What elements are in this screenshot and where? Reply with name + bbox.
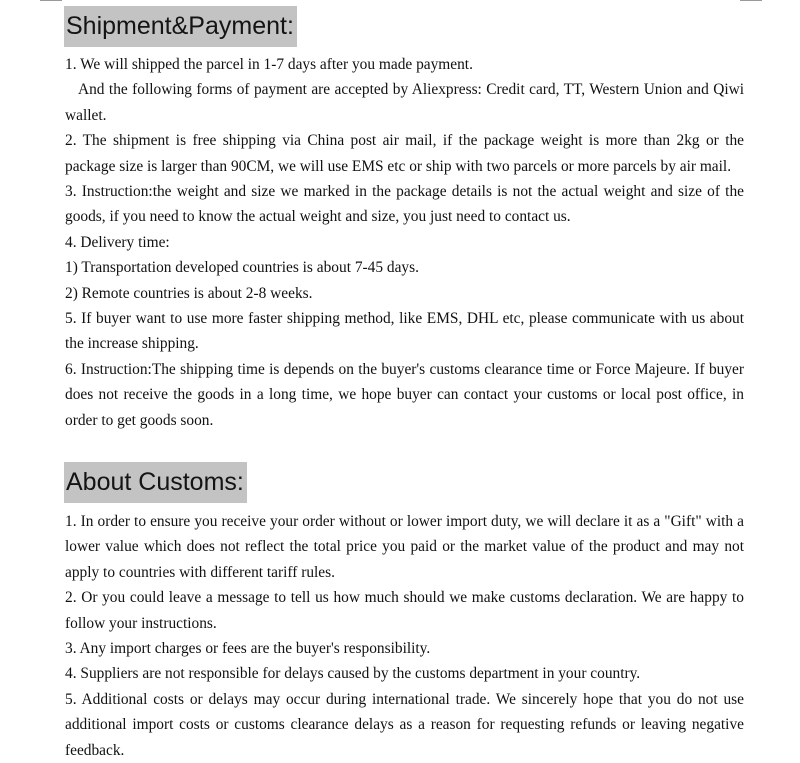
shipment-paragraph: 5. If buyer want to use more faster shipping method, like EMS, DHL etc, please communicate with us about the increase shipping.: [65, 310, 744, 353]
shipment-payment-heading: Shipment&Payment:: [64, 6, 297, 47]
shipment-payment-section: [65, 52, 744, 433]
shipment-paragraph: And the following forms of payment are accepted by Aliexpress: Credit card, TT, Western Union and Qiwi wallet.: [65, 81, 744, 124]
shipment-paragraph: 4. Delivery time:: [65, 233, 170, 251]
top-left-border-line: [40, 0, 62, 1]
about-customs-section: [65, 509, 744, 763]
customs-paragraph: 1. In order to ensure you receive your order without or lower import duty, we will declare it as a "Gift" with a lower value which does not reflect the total price you paid or the market value of the product and may not apply to countries with different tariff rules.: [65, 513, 744, 581]
top-right-border-line: [740, 0, 762, 1]
about-customs-heading: About Customs:: [64, 462, 247, 503]
customs-paragraph: 3. Any import charges or fees are the buyer's responsibility.: [65, 640, 431, 658]
customs-paragraph: 5. Additional costs or delays may occur during international trade. We sincerely hope that you do not use additional import costs or customs clearance delays as a reason for requesting refunds or leaving negative feedback.: [65, 690, 744, 759]
customs-paragraph: 4. Suppliers are not responsible for delays caused by the customs department in your country.: [65, 665, 641, 683]
shipment-paragraph: 6. Instruction:The shipping time is depends on the buyer's customs clearance time or Force Majeure. If buyer does not receive the goods in a long time, we hope buyer can contact your customs or local post office, in order to get goods soon.: [65, 360, 744, 429]
shipment-paragraph: 3. Instruction:the weight and size we marked in the package details is not the actual weight and size of the goods, if you need to know the actual weight and size, you just need to contact us.: [65, 183, 744, 226]
shipment-paragraph: 1) Transportation developed countries is about 7-45 days.: [65, 259, 419, 277]
shipment-paragraph: 2. The shipment is free shipping via China post air mail, if the package weight is more than 2kg or the package size is larger than 90CM, we will use EMS etc or ship with two parcels or more parcels by air mail.: [65, 132, 744, 175]
shipment-paragraph: 1. We will shipped the parcel in 1-7 days after you made payment.: [65, 56, 473, 73]
shipment-paragraph: 2) Remote countries is about 2-8 weeks.: [65, 284, 313, 302]
customs-paragraph: 2. Or you could leave a message to tell us how much should we make customs declaration. We are happy to follow your instructions.: [65, 589, 744, 632]
